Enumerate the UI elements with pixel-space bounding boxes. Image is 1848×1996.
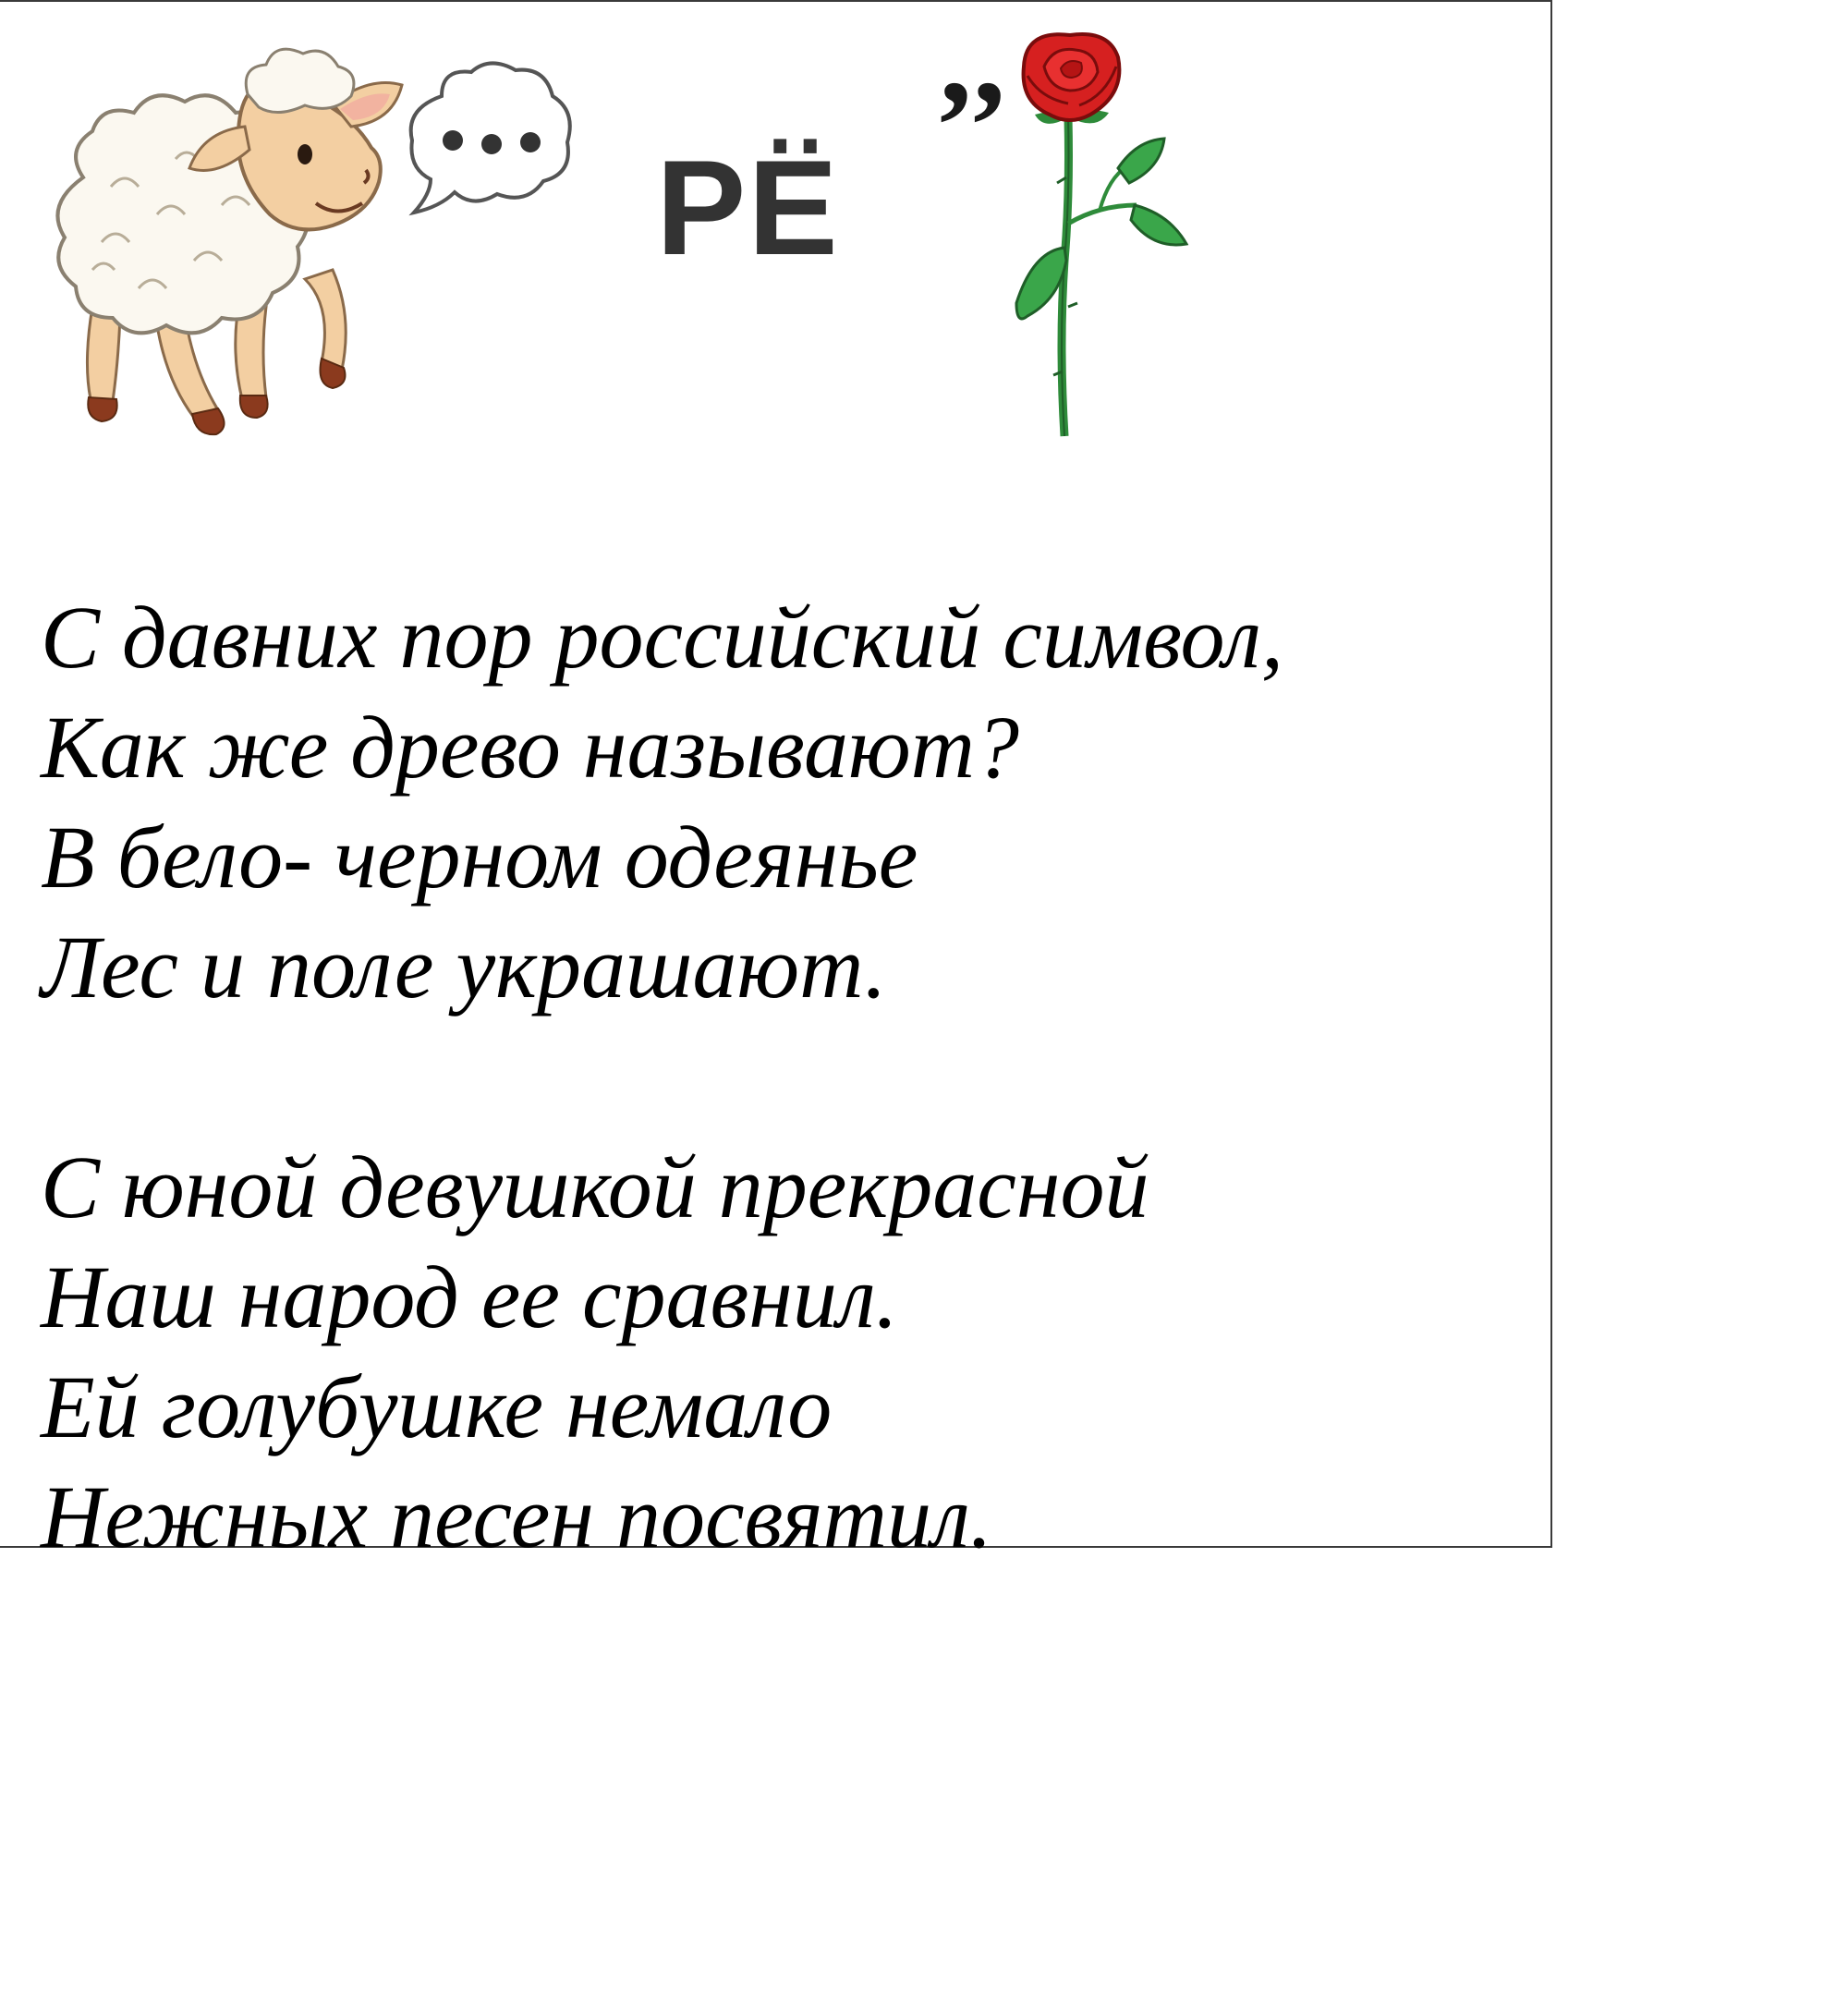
poem-line: Ей голубушке немало: [41, 1357, 833, 1456]
rebus-syllable: РЁ: [656, 132, 841, 283]
rebus-comma: ’’: [933, 55, 1010, 198]
rose-icon: [979, 30, 1201, 445]
riddle-poem: [41, 582, 1283, 1572]
poem-line: С давних пор российский символ,: [41, 588, 1283, 687]
stanza-gap: [41, 1022, 1283, 1132]
poem-line: Лес и поле украшают.: [41, 918, 887, 1016]
sheep-icon: [28, 30, 434, 445]
poem-line: Наш народ ее сравнил.: [41, 1248, 898, 1346]
poem-line: В бело- черном одеянье: [41, 808, 918, 907]
thought-bubble-icon: [405, 59, 578, 225]
poem-line: Как же древо называют?: [41, 698, 1019, 797]
poem-line: С юной девушкой прекрасной: [41, 1138, 1149, 1236]
rebus-puzzle: [0, 2, 1552, 464]
poem-line: Нежных песен посвятил.: [41, 1467, 992, 1566]
